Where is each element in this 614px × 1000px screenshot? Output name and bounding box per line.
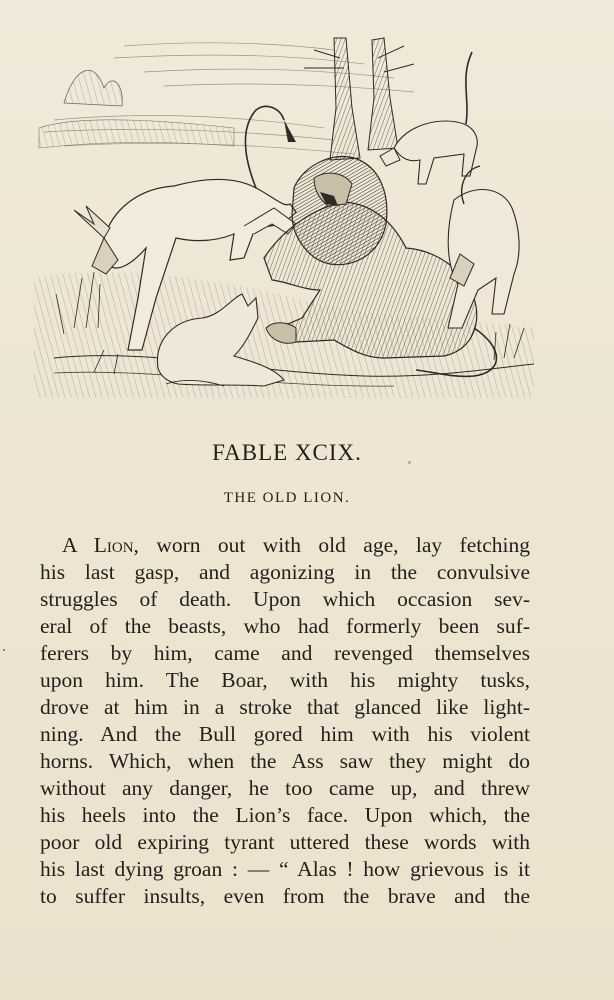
text-line: struggles of death. Upon which occasion sev- (40, 587, 530, 611)
goat (380, 52, 477, 184)
boar (448, 166, 519, 328)
text-line: ning. And the Bull gored him with his violent (40, 722, 530, 746)
text-line: his heels into the Lion’s face. Upon which, the (40, 803, 530, 827)
fable-text (40, 532, 530, 910)
text-line: without any danger, he too came up, and threw (40, 776, 530, 800)
fable-title: THE OLD LION. (223, 490, 351, 506)
text-line-rest: , worn out with old age, lay fetching (133, 533, 530, 557)
background-shrubs (39, 70, 234, 148)
text-line: horns. Which, when the Ass saw they might do (40, 749, 530, 773)
text-line: ferers by him, came and revenged themselves (40, 641, 530, 665)
text-line (40, 532, 530, 559)
text-line: his last dying groan : — “ Alas ! how grievous is it (40, 857, 530, 881)
text-line: eral of the beasts, who had formerly been suf- (40, 614, 530, 638)
fable-number: FABLE XCIX. (212, 440, 362, 465)
fable-illustration (34, 28, 534, 398)
text-line: his last gasp, and agonizing in the convulsive (40, 560, 530, 584)
text-line: poor old expiring tyrant uttered these words with (40, 830, 530, 854)
text-line-lead: A (62, 533, 94, 557)
text-line-smallcaps: Lion (93, 533, 134, 557)
margin-mark (3, 649, 5, 651)
text-line: to suffer insults, even from the brave and the (40, 884, 530, 908)
text-line: drove at him in a stroke that glanced like light- (40, 695, 530, 719)
text-line: upon him. The Boar, with his mighty tusks, (40, 668, 530, 692)
